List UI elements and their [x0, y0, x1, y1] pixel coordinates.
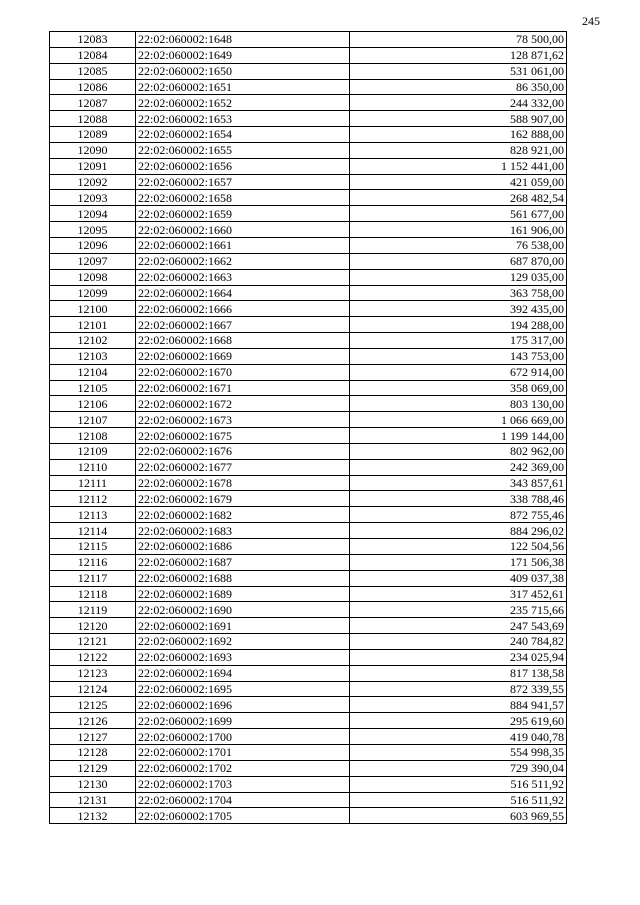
cadastral-number-cell: 22:02:060002:1650: [136, 63, 350, 79]
row-number-cell: 12118: [50, 586, 136, 602]
cadastral-number-cell: 22:02:060002:1655: [136, 142, 350, 158]
table-row: [50, 713, 567, 729]
row-number-cell: 12101: [50, 317, 136, 333]
cadastral-number-cell: 22:02:060002:1679: [136, 491, 350, 507]
row-number-cell: 12087: [50, 95, 136, 111]
cadastral-value-cell: 240 784,82: [350, 634, 567, 650]
cadastral-value-cell: 872 339,55: [350, 681, 567, 697]
cadastral-value-cell: 78 500,00: [350, 32, 567, 48]
table-row: [50, 301, 567, 317]
row-number-cell: 12116: [50, 554, 136, 570]
cadastral-value-cell: 884 296,02: [350, 523, 567, 539]
cadastral-number-cell: 22:02:060002:1658: [136, 190, 350, 206]
cadastral-value-cell: 235 715,66: [350, 602, 567, 618]
row-number-cell: 12107: [50, 412, 136, 428]
table-row: [50, 63, 567, 79]
row-number-cell: 12108: [50, 428, 136, 444]
cadastral-number-cell: 22:02:060002:1649: [136, 47, 350, 63]
cadastral-value-cell: 175 317,00: [350, 333, 567, 349]
table-row: [50, 459, 567, 475]
cadastral-number-cell: 22:02:060002:1705: [136, 808, 350, 824]
row-number-cell: 12110: [50, 459, 136, 475]
row-number-cell: 12099: [50, 285, 136, 301]
table-row: [50, 174, 567, 190]
cadastral-number-cell: 22:02:060002:1678: [136, 475, 350, 491]
row-number-cell: 12123: [50, 665, 136, 681]
row-number-cell: 12130: [50, 776, 136, 792]
table-row: [50, 396, 567, 412]
cadastral-number-cell: 22:02:060002:1704: [136, 792, 350, 808]
page-number: 245: [582, 14, 600, 28]
table-row: [50, 491, 567, 507]
row-number-cell: 12088: [50, 111, 136, 127]
cadastral-number-cell: 22:02:060002:1662: [136, 253, 350, 269]
cadastral-value-cell: 128 871,62: [350, 47, 567, 63]
cadastral-number-cell: 22:02:060002:1676: [136, 443, 350, 459]
row-number-cell: 12128: [50, 744, 136, 760]
cadastral-number-cell: 22:02:060002:1648: [136, 32, 350, 48]
cadastral-number-cell: 22:02:060002:1700: [136, 729, 350, 745]
table-row: [50, 317, 567, 333]
cadastral-number-cell: 22:02:060002:1699: [136, 713, 350, 729]
table-row: [50, 776, 567, 792]
table-row: [50, 79, 567, 95]
row-number-cell: 12106: [50, 396, 136, 412]
cadastral-number-cell: 22:02:060002:1690: [136, 602, 350, 618]
table-row: [50, 95, 567, 111]
cadastral-value-cell: 244 332,00: [350, 95, 567, 111]
cadastral-number-cell: 22:02:060002:1661: [136, 237, 350, 253]
table-row: [50, 443, 567, 459]
table-row: [50, 792, 567, 808]
table-row: [50, 618, 567, 634]
table-row: [50, 649, 567, 665]
row-number-cell: 12113: [50, 507, 136, 523]
cadastral-number-cell: 22:02:060002:1672: [136, 396, 350, 412]
row-number-cell: 12117: [50, 570, 136, 586]
cadastral-number-cell: 22:02:060002:1651: [136, 79, 350, 95]
cadastral-number-cell: 22:02:060002:1654: [136, 127, 350, 143]
cadastral-number-cell: 22:02:060002:1689: [136, 586, 350, 602]
cadastral-value-table: [49, 31, 567, 824]
table-row: [50, 127, 567, 143]
cadastral-value-cell: 295 619,60: [350, 713, 567, 729]
table-row: [50, 808, 567, 824]
cadastral-value-cell: 162 888,00: [350, 127, 567, 143]
row-number-cell: 12097: [50, 253, 136, 269]
cadastral-number-cell: 22:02:060002:1687: [136, 554, 350, 570]
table-row: [50, 475, 567, 491]
table-row: [50, 269, 567, 285]
row-number-cell: 12096: [50, 237, 136, 253]
cadastral-value-cell: 802 962,00: [350, 443, 567, 459]
row-number-cell: 12095: [50, 222, 136, 238]
table-row: [50, 665, 567, 681]
table-row: [50, 570, 567, 586]
row-number-cell: 12115: [50, 539, 136, 555]
table-row: [50, 681, 567, 697]
cadastral-number-cell: 22:02:060002:1670: [136, 364, 350, 380]
row-number-cell: 12125: [50, 697, 136, 713]
cadastral-value-cell: 588 907,00: [350, 111, 567, 127]
row-number-cell: 12083: [50, 32, 136, 48]
cadastral-value-cell: 817 138,58: [350, 665, 567, 681]
cadastral-number-cell: 22:02:060002:1683: [136, 523, 350, 539]
table-row: [50, 190, 567, 206]
cadastral-value-cell: 161 906,00: [350, 222, 567, 238]
cadastral-value-cell: 421 059,00: [350, 174, 567, 190]
cadastral-value-cell: 687 870,00: [350, 253, 567, 269]
cadastral-value-cell: 171 506,38: [350, 554, 567, 570]
cadastral-value-cell: 603 969,55: [350, 808, 567, 824]
cadastral-value-cell: 672 914,00: [350, 364, 567, 380]
table-body: [50, 32, 567, 824]
cadastral-number-cell: 22:02:060002:1663: [136, 269, 350, 285]
table-row: [50, 523, 567, 539]
table-row: [50, 237, 567, 253]
cadastral-number-cell: 22:02:060002:1695: [136, 681, 350, 697]
table-row: [50, 32, 567, 48]
table-row: [50, 380, 567, 396]
table-row: [50, 602, 567, 618]
cadastral-number-cell: 22:02:060002:1659: [136, 206, 350, 222]
table-row: [50, 333, 567, 349]
cadastral-value-cell: 884 941,57: [350, 697, 567, 713]
cadastral-value-cell: 554 998,35: [350, 744, 567, 760]
cadastral-value-cell: 143 753,00: [350, 348, 567, 364]
row-number-cell: 12121: [50, 634, 136, 650]
table-row: [50, 697, 567, 713]
row-number-cell: 12126: [50, 713, 136, 729]
table-row: [50, 744, 567, 760]
cadastral-number-cell: 22:02:060002:1660: [136, 222, 350, 238]
cadastral-value-cell: 561 677,00: [350, 206, 567, 222]
table-row: [50, 47, 567, 63]
row-number-cell: 12092: [50, 174, 136, 190]
cadastral-value-cell: 1 199 144,00: [350, 428, 567, 444]
cadastral-number-cell: 22:02:060002:1673: [136, 412, 350, 428]
row-number-cell: 12105: [50, 380, 136, 396]
row-number-cell: 12084: [50, 47, 136, 63]
cadastral-value-cell: 516 511,92: [350, 792, 567, 808]
table-row: [50, 206, 567, 222]
cadastral-value-cell: 409 037,38: [350, 570, 567, 586]
row-number-cell: 12120: [50, 618, 136, 634]
table-row: [50, 222, 567, 238]
table-row: [50, 539, 567, 555]
row-number-cell: 12091: [50, 158, 136, 174]
cadastral-number-cell: 22:02:060002:1703: [136, 776, 350, 792]
row-number-cell: 12114: [50, 523, 136, 539]
cadastral-value-cell: 358 069,00: [350, 380, 567, 396]
cadastral-value-cell: 129 035,00: [350, 269, 567, 285]
row-number-cell: 12131: [50, 792, 136, 808]
table-row: [50, 634, 567, 650]
table-row: [50, 142, 567, 158]
cadastral-value-cell: 803 130,00: [350, 396, 567, 412]
table-row: [50, 428, 567, 444]
cadastral-number-cell: 22:02:060002:1692: [136, 634, 350, 650]
cadastral-number-cell: 22:02:060002:1691: [136, 618, 350, 634]
cadastral-value-cell: 1 066 669,00: [350, 412, 567, 428]
cadastral-number-cell: 22:02:060002:1668: [136, 333, 350, 349]
row-number-cell: 12103: [50, 348, 136, 364]
row-number-cell: 12086: [50, 79, 136, 95]
row-number-cell: 12119: [50, 602, 136, 618]
cadastral-number-cell: 22:02:060002:1657: [136, 174, 350, 190]
cadastral-number-cell: 22:02:060002:1702: [136, 760, 350, 776]
cadastral-value-cell: 1 152 441,00: [350, 158, 567, 174]
table-row: [50, 364, 567, 380]
row-number-cell: 12104: [50, 364, 136, 380]
cadastral-number-cell: 22:02:060002:1653: [136, 111, 350, 127]
table-row: [50, 412, 567, 428]
table-row: [50, 348, 567, 364]
cadastral-value-cell: 392 435,00: [350, 301, 567, 317]
row-number-cell: 12100: [50, 301, 136, 317]
cadastral-number-cell: 22:02:060002:1682: [136, 507, 350, 523]
table-row: [50, 507, 567, 523]
table-row: [50, 729, 567, 745]
table-row: [50, 158, 567, 174]
cadastral-number-cell: 22:02:060002:1677: [136, 459, 350, 475]
row-number-cell: 12089: [50, 127, 136, 143]
cadastral-number-cell: 22:02:060002:1675: [136, 428, 350, 444]
cadastral-value-cell: 242 369,00: [350, 459, 567, 475]
row-number-cell: 12094: [50, 206, 136, 222]
cadastral-number-cell: 22:02:060002:1693: [136, 649, 350, 665]
table-row: [50, 285, 567, 301]
row-number-cell: 12102: [50, 333, 136, 349]
cadastral-number-cell: 22:02:060002:1696: [136, 697, 350, 713]
cadastral-value-cell: 828 921,00: [350, 142, 567, 158]
row-number-cell: 12127: [50, 729, 136, 745]
cadastral-number-cell: 22:02:060002:1667: [136, 317, 350, 333]
cadastral-value-cell: 338 788,46: [350, 491, 567, 507]
cadastral-value-cell: 872 755,46: [350, 507, 567, 523]
cadastral-number-cell: 22:02:060002:1671: [136, 380, 350, 396]
cadastral-value-cell: 194 288,00: [350, 317, 567, 333]
cadastral-value-cell: 729 390,04: [350, 760, 567, 776]
row-number-cell: 12085: [50, 63, 136, 79]
cadastral-value-cell: 86 350,00: [350, 79, 567, 95]
row-number-cell: 12132: [50, 808, 136, 824]
row-number-cell: 12109: [50, 443, 136, 459]
cadastral-number-cell: 22:02:060002:1652: [136, 95, 350, 111]
cadastral-value-cell: 343 857,61: [350, 475, 567, 491]
table-row: [50, 253, 567, 269]
row-number-cell: 12124: [50, 681, 136, 697]
cadastral-number-cell: 22:02:060002:1701: [136, 744, 350, 760]
cadastral-value-cell: 76 538,00: [350, 237, 567, 253]
cadastral-value-cell: 516 511,92: [350, 776, 567, 792]
cadastral-value-cell: 419 040,78: [350, 729, 567, 745]
cadastral-value-cell: 234 025,94: [350, 649, 567, 665]
row-number-cell: 12090: [50, 142, 136, 158]
cadastral-number-cell: 22:02:060002:1686: [136, 539, 350, 555]
cadastral-value-cell: 247 543,69: [350, 618, 567, 634]
table-row: [50, 554, 567, 570]
cadastral-value-cell: 122 504,56: [350, 539, 567, 555]
row-number-cell: 12122: [50, 649, 136, 665]
cadastral-value-cell: 268 482,54: [350, 190, 567, 206]
row-number-cell: 12093: [50, 190, 136, 206]
cadastral-number-cell: 22:02:060002:1664: [136, 285, 350, 301]
cadastral-number-cell: 22:02:060002:1656: [136, 158, 350, 174]
table-row: [50, 111, 567, 127]
cadastral-number-cell: 22:02:060002:1666: [136, 301, 350, 317]
cadastral-value-cell: 317 452,61: [350, 586, 567, 602]
row-number-cell: 12111: [50, 475, 136, 491]
cadastral-number-cell: 22:02:060002:1694: [136, 665, 350, 681]
table-row: [50, 586, 567, 602]
row-number-cell: 12129: [50, 760, 136, 776]
cadastral-value-cell: 531 061,00: [350, 63, 567, 79]
table-row: [50, 760, 567, 776]
cadastral-number-cell: 22:02:060002:1688: [136, 570, 350, 586]
row-number-cell: 12098: [50, 269, 136, 285]
cadastral-number-cell: 22:02:060002:1669: [136, 348, 350, 364]
cadastral-value-cell: 363 758,00: [350, 285, 567, 301]
row-number-cell: 12112: [50, 491, 136, 507]
